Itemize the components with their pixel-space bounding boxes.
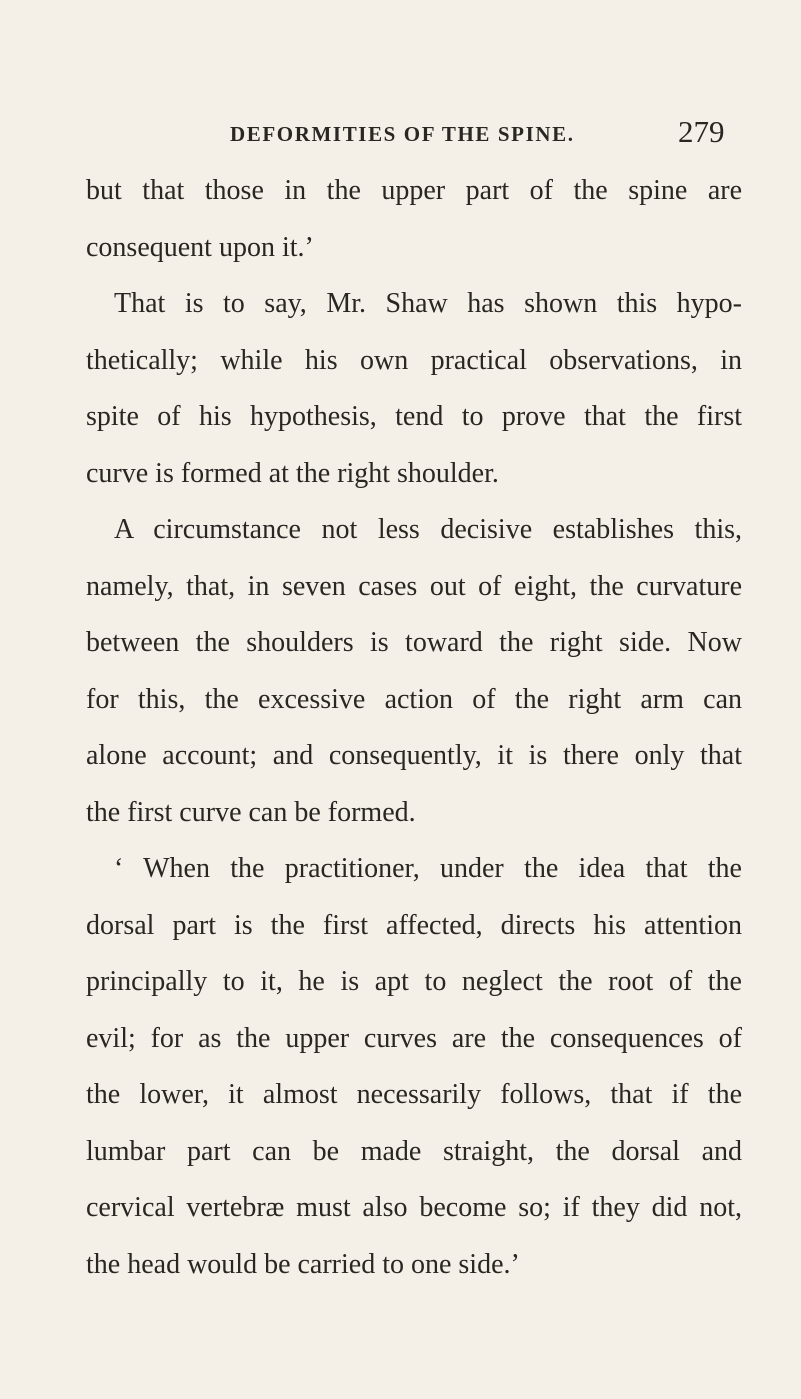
text-line: between the shoulders is toward the right side. Now <box>86 627 742 658</box>
text-line: spite of his hypothesis, tend to prove that the first <box>86 401 742 432</box>
text-line: the head would be carried to one side.’ <box>86 1248 520 1280</box>
body-text <box>86 163 742 1293</box>
text-line: evil; for as the upper curves are the consequences of <box>86 1022 742 1054</box>
text-line: the lower, it almost necessarily follows, that if the <box>86 1079 742 1110</box>
text-line: dorsal part is the first affected, directs his attention <box>86 909 742 941</box>
text-line: A circumstance not less decisive establishes this, <box>114 514 742 545</box>
text-line: ‘ When the practitioner, under the idea that the <box>114 853 742 884</box>
running-head <box>0 116 801 156</box>
running-title: DEFORMITIES OF THE SPINE. <box>230 122 575 146</box>
text-line: the first curve can be formed. <box>86 796 416 828</box>
text-line: lumbar part can be made straight, the dorsal and <box>86 1135 742 1167</box>
page-number: 279 <box>678 114 725 149</box>
text-line: principally to it, he is apt to neglect the root of the <box>86 966 742 997</box>
text-line: That is to say, Mr. Shaw has shown this hypo- <box>114 288 742 319</box>
text-line: namely, that, in seven cases out of eight, the curvature <box>86 570 742 602</box>
text-line: but that those in the upper part of the spine are <box>86 175 742 206</box>
text-line: consequent upon it.’ <box>86 231 314 263</box>
text-line: cervical vertebræ must also become so; if they did not, <box>86 1192 742 1223</box>
text-line: alone account; and consequently, it is there only that <box>86 740 742 771</box>
text-line: thetically; while his own practical observations, in <box>86 344 742 376</box>
text-line: curve is formed at the right shoulder. <box>86 457 499 489</box>
text-line: for this, the excessive action of the right arm can <box>86 683 742 715</box>
